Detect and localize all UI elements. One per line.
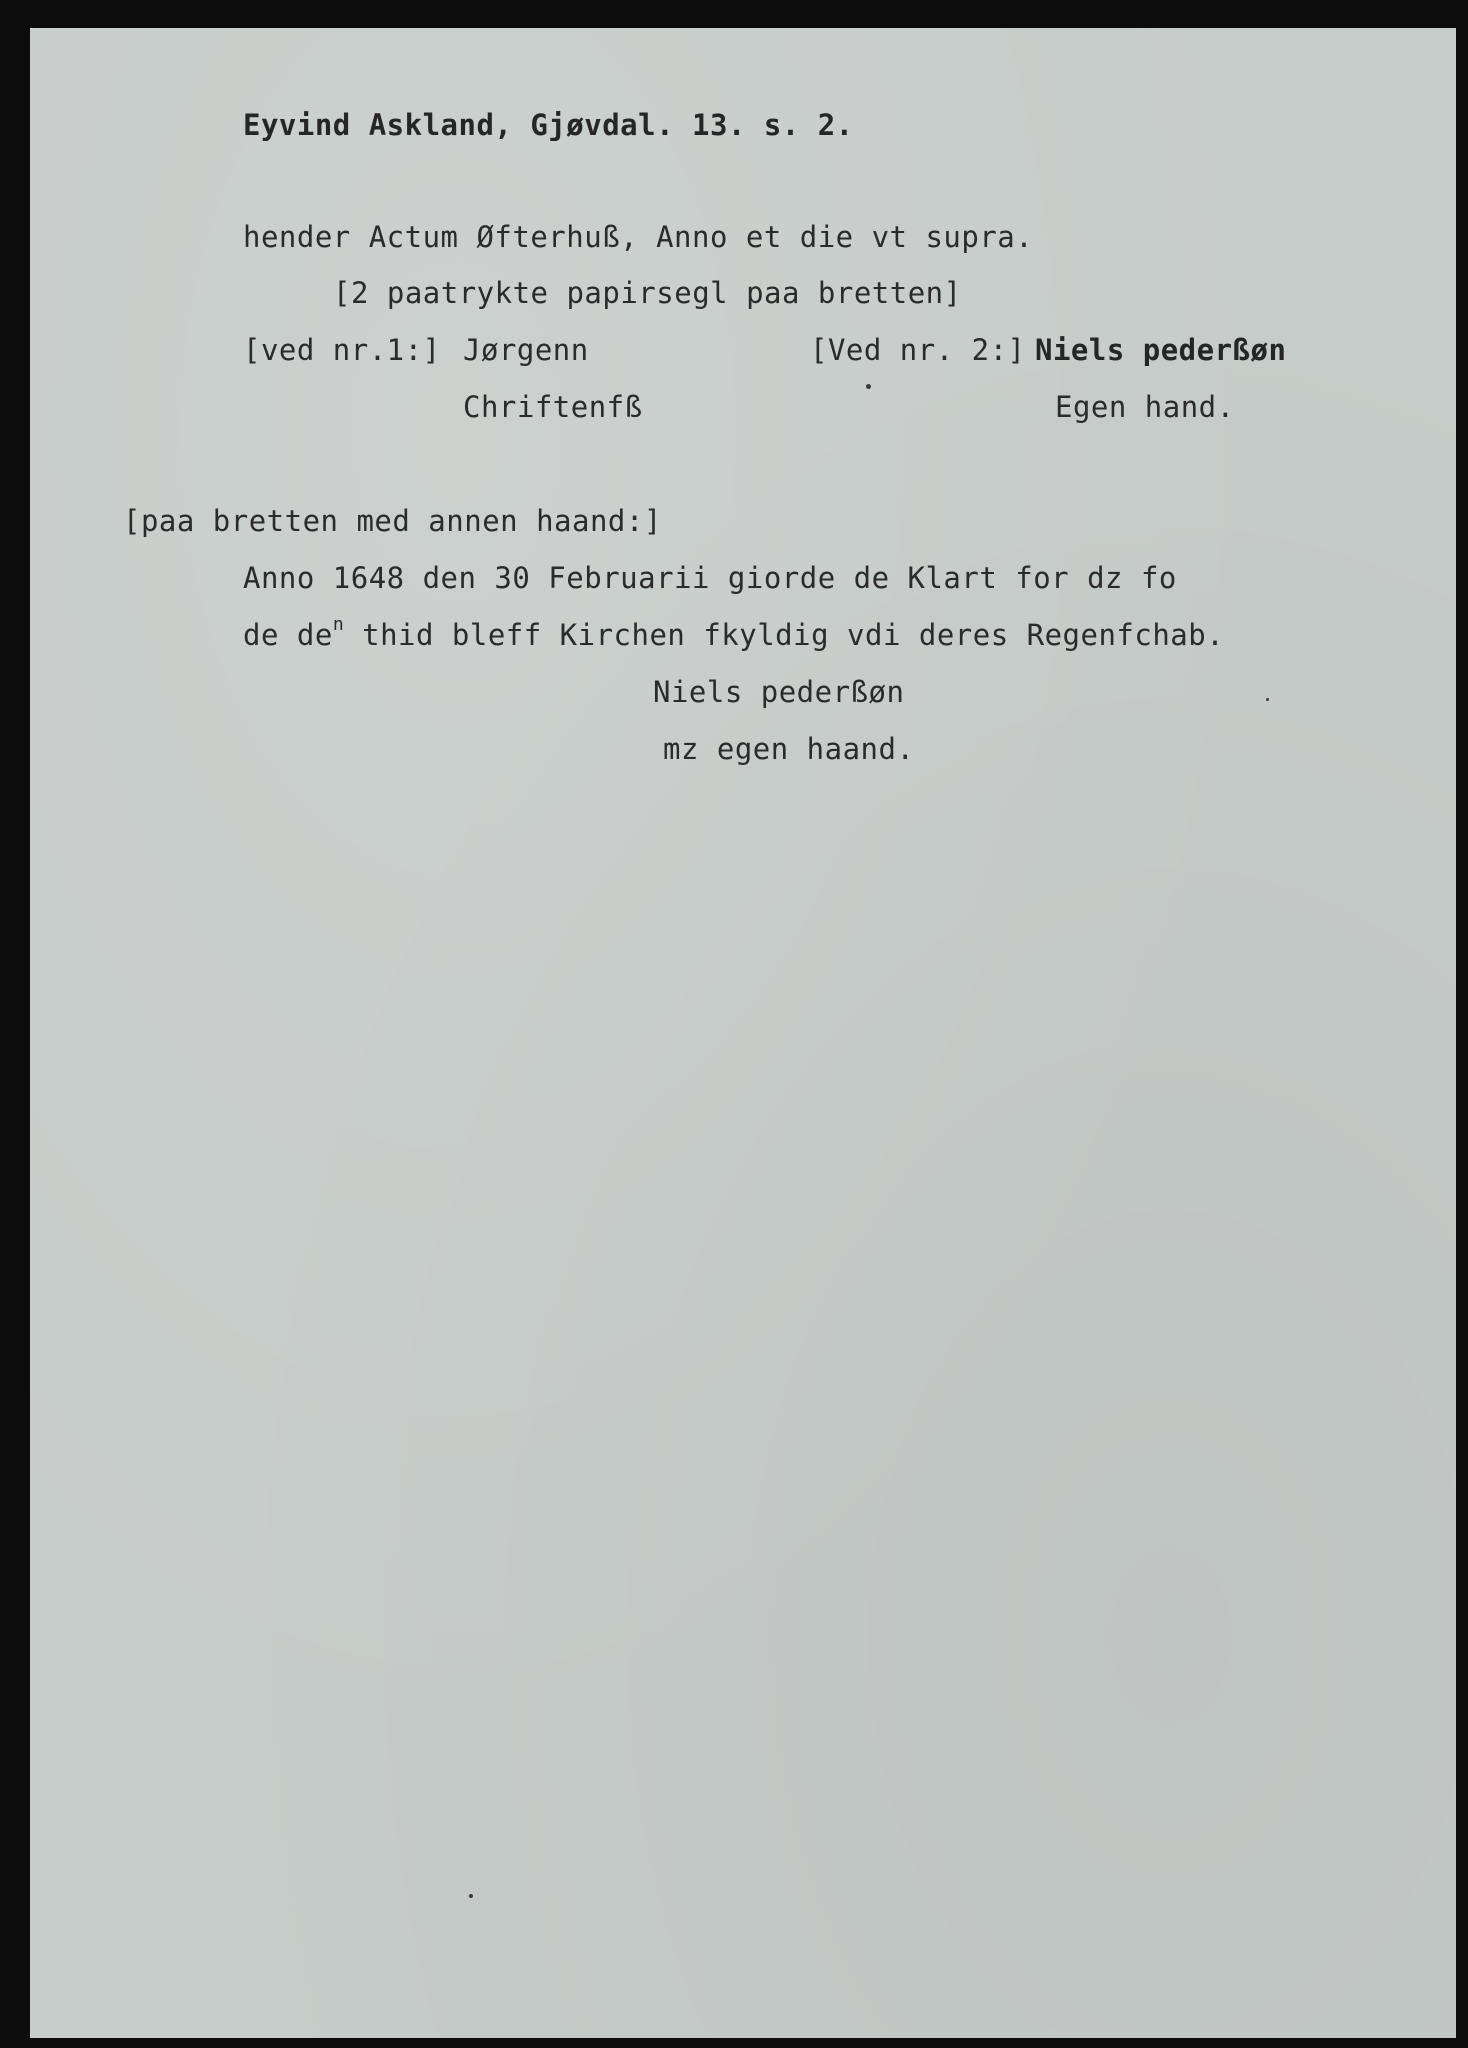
speck-mark — [1266, 698, 1269, 701]
ink-dot — [866, 384, 871, 389]
archive-page — [30, 28, 1456, 2038]
actum-line: hender Actum Øfterhuß, Anno et die vt supra. — [243, 220, 1034, 254]
note-signature-closing: mz egen haand. — [663, 732, 915, 766]
note-line-2-start: de de — [243, 618, 333, 652]
document-header: Eyvind Askland, Gjøvdal. 13. s. 2. — [243, 108, 854, 142]
note-heading: [paa bretten med annen haand:] — [123, 504, 662, 538]
note-line-2 — [243, 614, 1225, 652]
signature-right-closing: Egen hand. — [1055, 390, 1235, 424]
note-line-2-superscript: n — [332, 614, 345, 635]
note-signature-name: Niels pederßøn — [653, 675, 905, 709]
note-line-2-end: thid bleff Kirchen fkyldig vdi deres Regenfchab. — [344, 618, 1225, 652]
signature-left-label: [ved nr.1:] — [243, 333, 441, 367]
speck-mark — [469, 1894, 473, 1898]
seals-note: [2 paatrykte papirsegl paa bretten] — [333, 276, 962, 310]
signature-left-name: Jørgenn — [463, 333, 589, 367]
signature-right-name: Niels pederßøn — [1035, 333, 1287, 367]
signature-left-surname: Chriftenfß — [463, 390, 643, 424]
signature-right-label: [Ved nr. 2:] — [810, 333, 1026, 367]
note-line-1: Anno 1648 den 30 Februarii giorde de Klart for dz fo — [243, 561, 1177, 595]
